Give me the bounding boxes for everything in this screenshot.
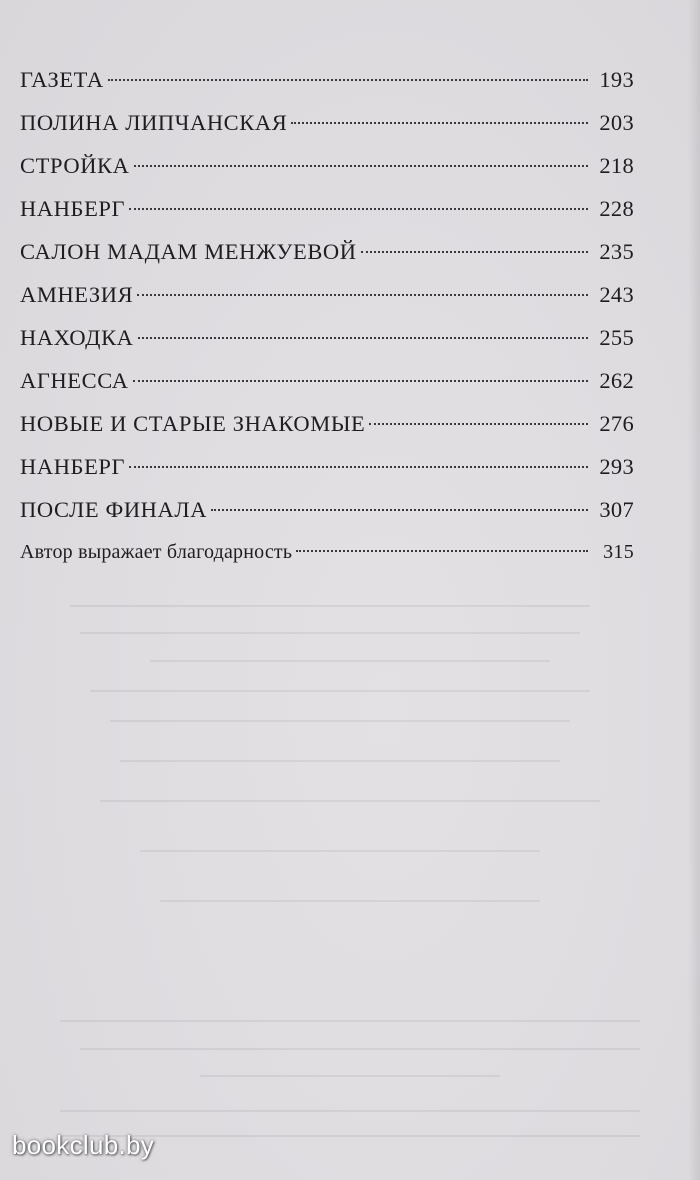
dot-leader — [129, 466, 588, 468]
toc-entry-title: НАНБЕРГ — [20, 196, 126, 221]
show-through-line — [110, 720, 570, 722]
toc-entry-title: ПОЛИНА ЛИПЧАНСКАЯ — [20, 110, 288, 135]
toc-entry — [20, 402, 634, 445]
toc-entry — [20, 58, 634, 101]
toc-entry-title: НАНБЕРГ — [20, 454, 126, 479]
site-watermark: bookclub.by — [12, 1130, 155, 1160]
dot-leader — [291, 122, 588, 124]
toc-entry-page: 262 — [599, 368, 634, 393]
toc-entry-page: 255 — [599, 325, 634, 350]
toc-entry-title: ПОСЛЕ ФИНАЛА — [20, 497, 208, 522]
show-through-line — [150, 660, 550, 662]
dot-leader — [133, 380, 588, 382]
table-of-contents — [20, 58, 634, 574]
toc-entry-title: АМНЕЗИЯ — [20, 282, 134, 307]
toc-entry — [20, 316, 634, 359]
dot-leader — [211, 509, 588, 511]
toc-entry-title: НОВЫЕ И СТАРЫЕ ЗНАКОМЫЕ — [20, 411, 366, 436]
show-through-line — [80, 632, 580, 634]
toc-entry-title: СТРОЙКА — [20, 153, 130, 178]
dot-leader — [137, 294, 588, 296]
toc-entry — [20, 230, 634, 273]
dot-leader — [296, 550, 588, 552]
show-through-line — [90, 690, 590, 692]
toc-entry-page: 276 — [599, 411, 634, 436]
toc-entry — [20, 187, 634, 230]
dot-leader — [138, 337, 588, 339]
dot-leader — [108, 79, 588, 81]
toc-entry-page: 235 — [599, 239, 634, 264]
dot-leader — [369, 423, 588, 425]
toc-entry — [20, 144, 634, 187]
show-through-line — [60, 1110, 640, 1112]
toc-entry — [20, 445, 634, 488]
show-through-line — [100, 800, 600, 802]
show-through-line — [160, 900, 540, 902]
toc-entry-title: НАХОДКА — [20, 325, 134, 350]
toc-entry-page: 293 — [599, 454, 634, 479]
toc-entry — [20, 273, 634, 316]
toc-entry-title: ГАЗЕТА — [20, 67, 104, 92]
toc-entry — [20, 531, 634, 574]
dot-leader — [361, 251, 588, 253]
show-through-line — [70, 605, 590, 607]
toc-entry-title: АГНЕССА — [20, 368, 129, 393]
toc-entry — [20, 359, 634, 402]
show-through-line — [140, 850, 540, 852]
toc-entry-page: 243 — [599, 282, 634, 307]
toc-entry — [20, 488, 634, 531]
toc-entry-page: 193 — [599, 67, 634, 92]
show-through-line — [200, 1075, 500, 1077]
toc-entry-page: 203 — [599, 110, 634, 135]
show-through-line — [80, 1048, 640, 1050]
dot-leader — [134, 165, 589, 167]
toc-entry-page: 315 — [603, 541, 634, 563]
toc-entry-title: САЛОН МАДАМ МЕНЖУЕВОЙ — [20, 239, 357, 264]
toc-entry-title: Автор выражает благодарность — [20, 541, 293, 563]
show-through-line — [60, 1020, 640, 1022]
dot-leader — [129, 208, 588, 210]
toc-entry-page: 218 — [599, 153, 634, 178]
page-edge-shadow — [688, 0, 700, 1180]
toc-entry-page: 307 — [599, 497, 634, 522]
toc-entry — [20, 101, 634, 144]
show-through-line — [120, 760, 560, 762]
toc-entry-page: 228 — [599, 196, 634, 221]
